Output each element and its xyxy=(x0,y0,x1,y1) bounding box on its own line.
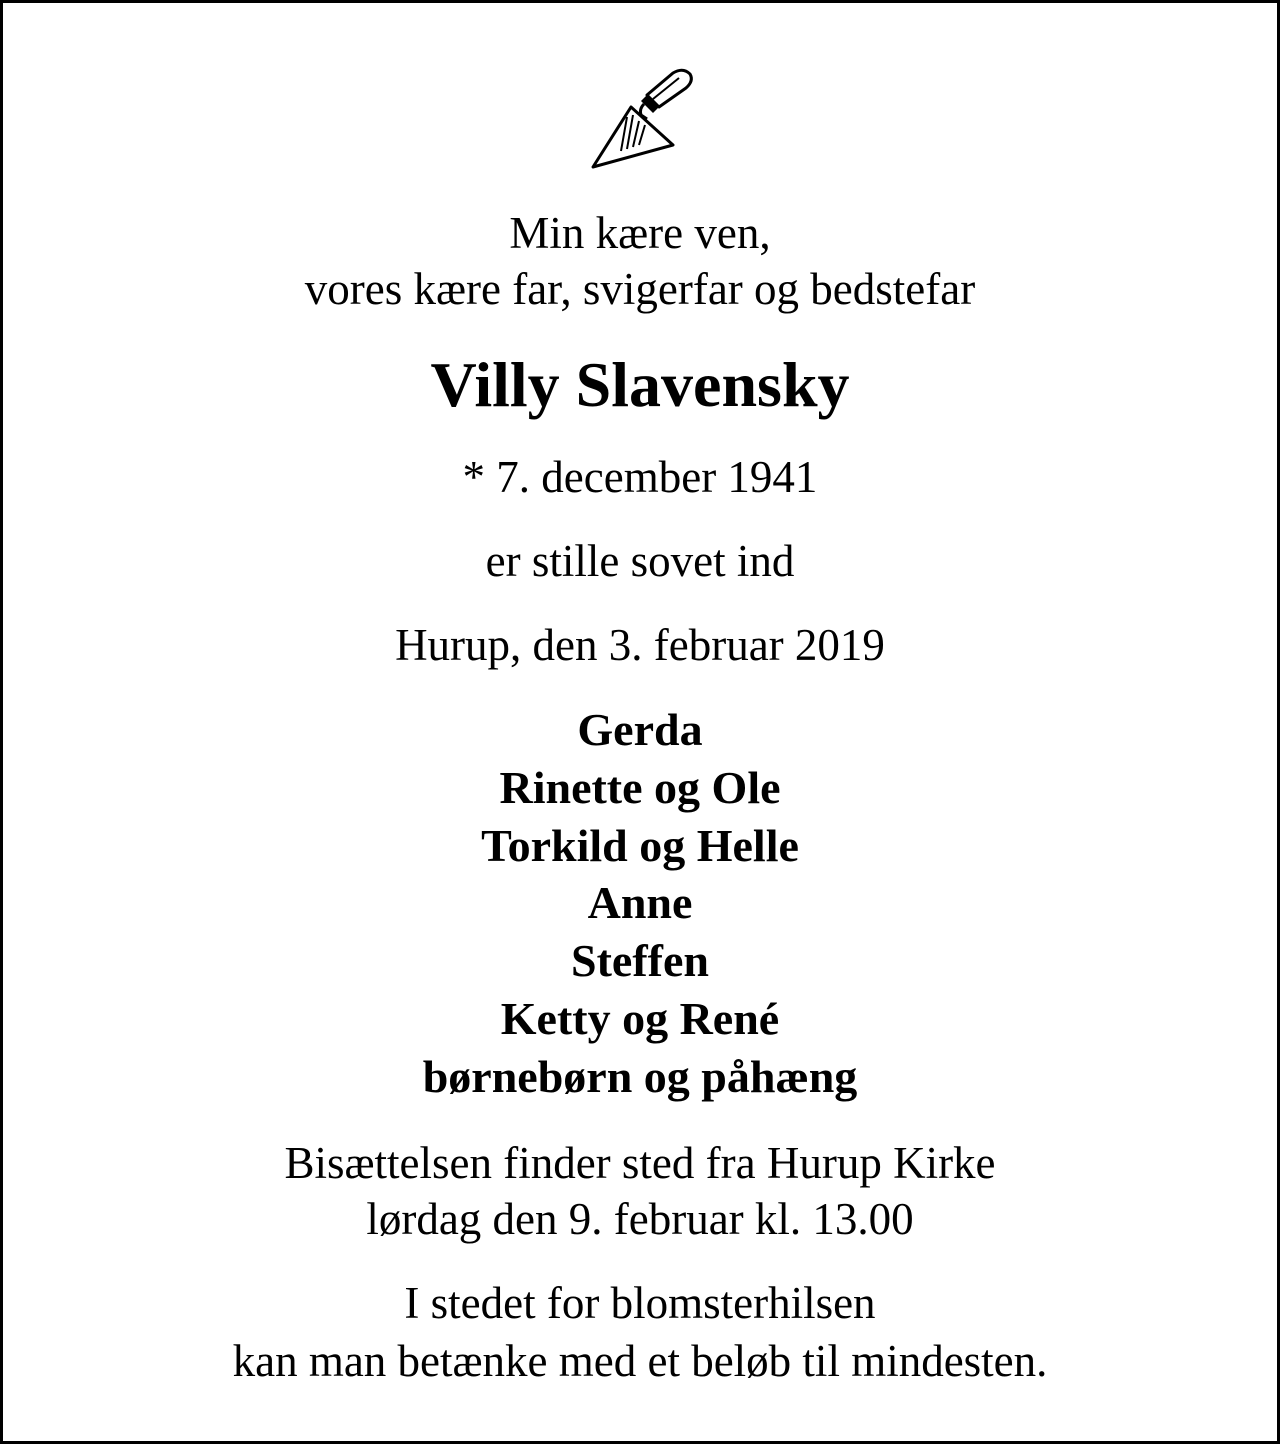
place-and-date: Hurup, den 3. februar 2019 xyxy=(395,620,885,670)
family-member: børnebørn og påhæng xyxy=(422,1051,858,1102)
trowel-icon xyxy=(587,65,699,173)
birth-date: * 7. december 1941 xyxy=(462,452,818,502)
funeral-line-2: lørdag den 9. februar kl. 13.00 xyxy=(366,1194,914,1244)
intro-line-1: Min kære ven, xyxy=(509,208,771,258)
deceased-name: Villy Slavensky xyxy=(430,349,850,420)
family-member: Torkild og Helle xyxy=(481,820,799,871)
funeral-line-1: Bisættelsen finder sted fra Hurup Kirke xyxy=(284,1138,996,1188)
family-member: Steffen xyxy=(571,935,709,986)
family-member: Anne xyxy=(587,877,693,928)
flowers-line-1: I stedet for blomsterhilsen xyxy=(404,1278,876,1328)
intro-line-2: vores kære far, svigerfar og bedstefar xyxy=(304,264,976,314)
passing-statement: er stille sovet ind xyxy=(485,536,795,586)
family-member: Gerda xyxy=(577,704,703,755)
flowers-line-2: kan man betænke med et beløb til mindesten. xyxy=(232,1336,1048,1386)
family-member: Ketty og René xyxy=(500,993,780,1044)
family-member: Rinette og Ole xyxy=(499,762,781,813)
